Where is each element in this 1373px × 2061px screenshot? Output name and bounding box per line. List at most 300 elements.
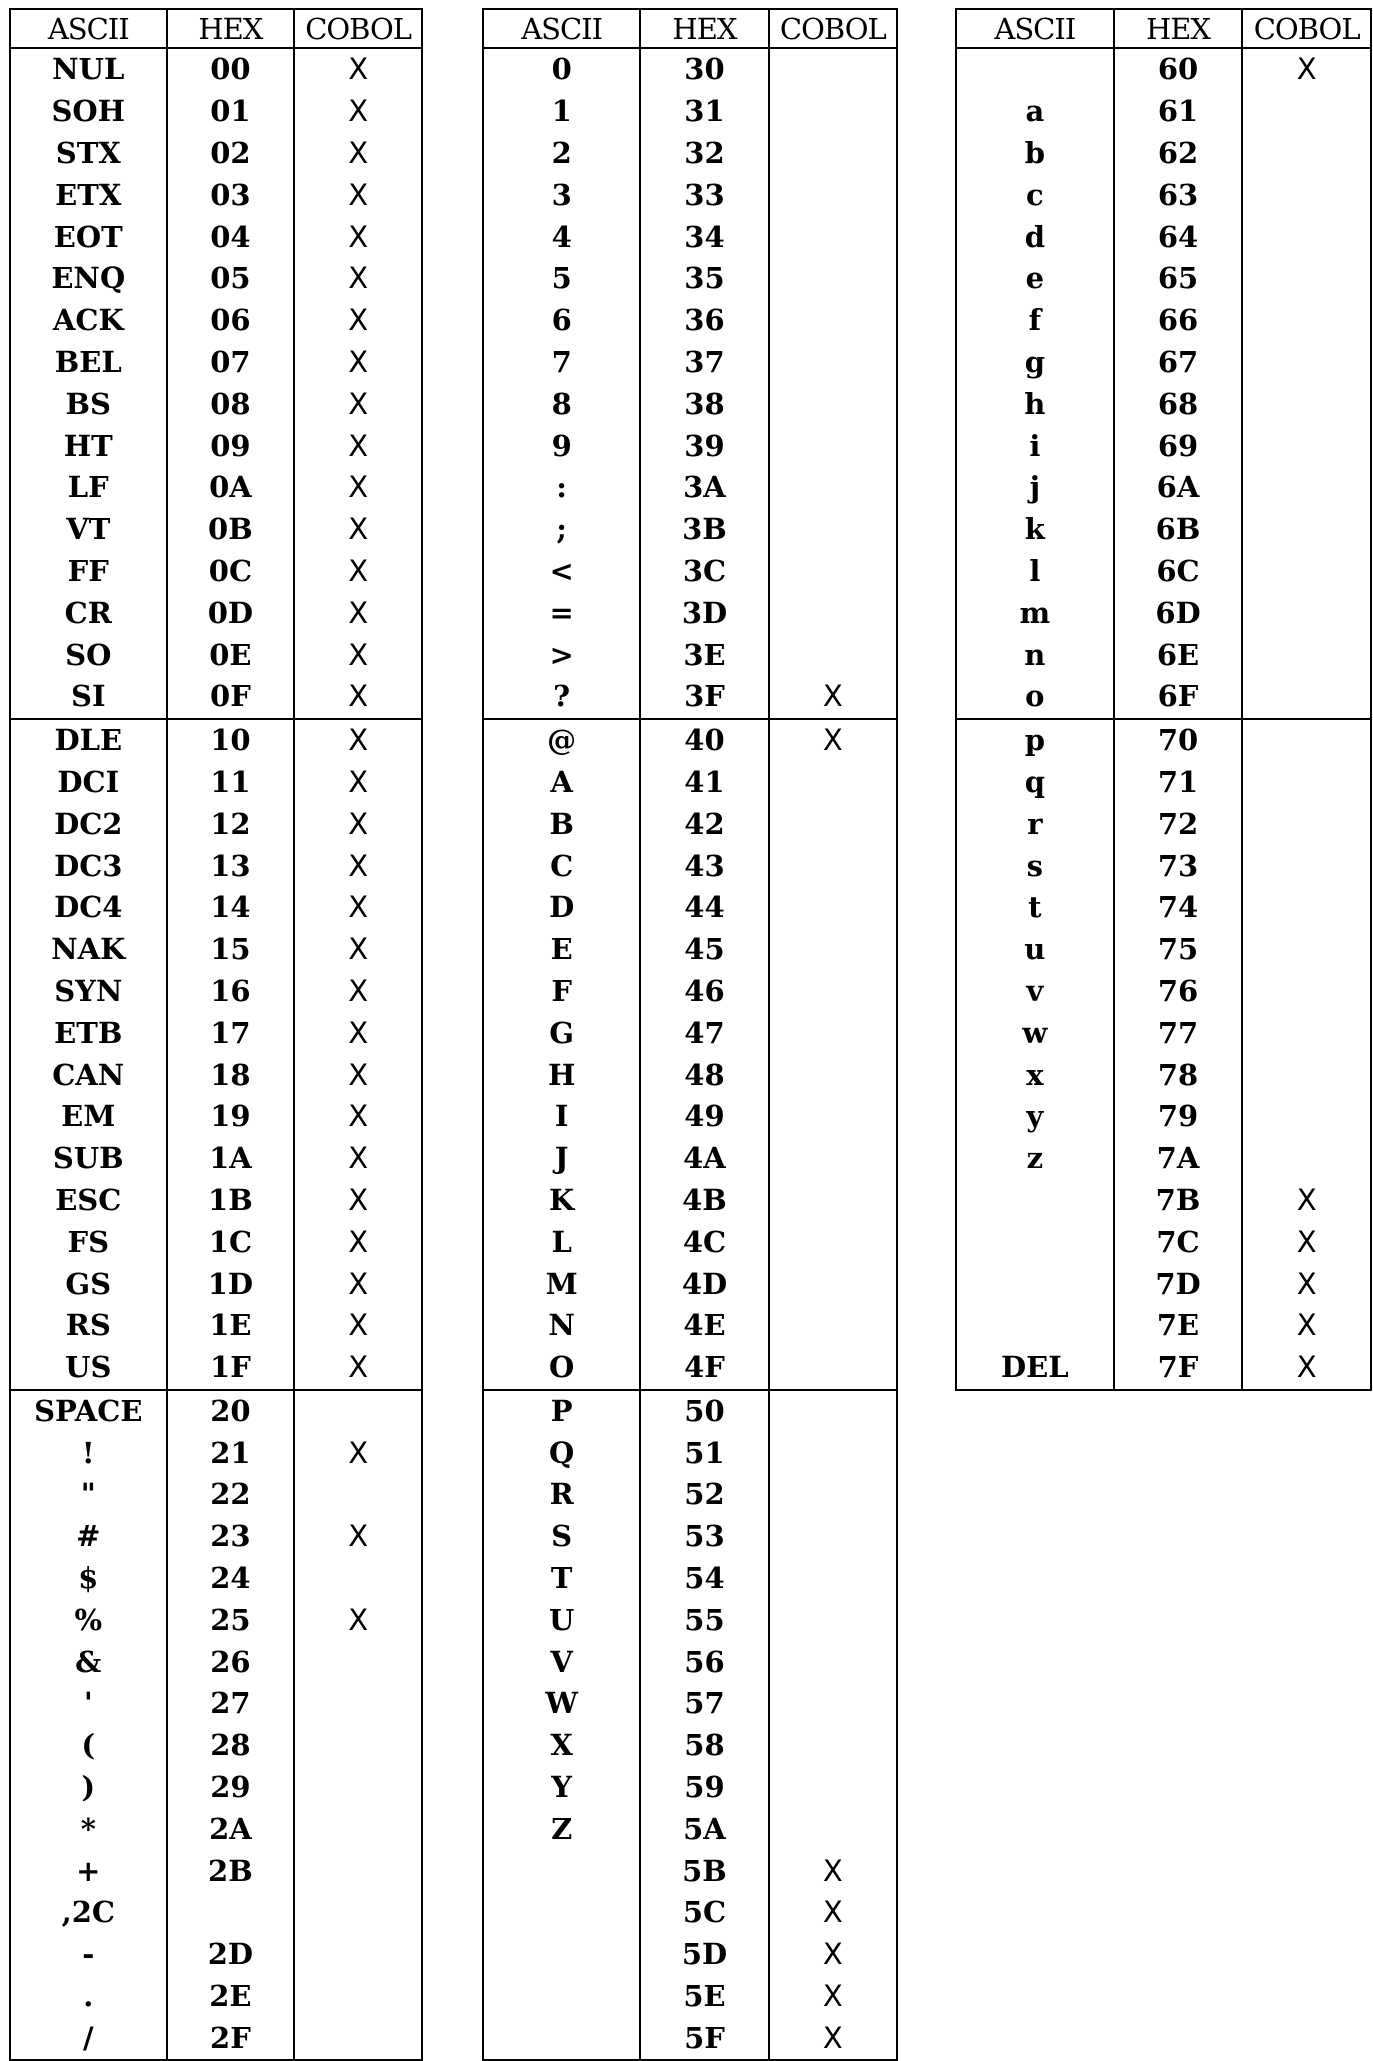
ascii-cell: -: [10, 1934, 167, 1976]
ascii-cell: a: [956, 91, 1114, 133]
table-row: [10, 342, 422, 384]
hex-column-header: HEX: [167, 9, 295, 48]
table-row: [10, 1641, 422, 1683]
table-row: [483, 1096, 897, 1138]
hex-cell: 2F: [167, 2017, 295, 2060]
table-row: [483, 803, 897, 845]
table-body: [10, 48, 422, 2060]
hex-cell: 57: [640, 1683, 768, 1725]
cobol-cell: X: [294, 845, 422, 887]
table-row: [483, 1221, 897, 1263]
ascii-cell: SPACE: [10, 1390, 167, 1433]
ascii-cell: L: [483, 1221, 640, 1263]
table-row: [956, 803, 1371, 845]
table-row: [10, 258, 422, 300]
ascii-cell: E: [483, 929, 640, 971]
table-row: [483, 1892, 897, 1934]
hex-cell: 42: [640, 803, 768, 845]
hex-cell: 39: [640, 425, 768, 467]
table-row: [483, 1725, 897, 1767]
cobol-cell: [294, 1683, 422, 1725]
ascii-cell: [483, 2017, 640, 2060]
ascii-cell: DC3: [10, 845, 167, 887]
hex-cell: 3F: [640, 676, 768, 719]
table-row: [10, 1558, 422, 1600]
table-row: [10, 887, 422, 929]
cobol-cell: [769, 383, 897, 425]
ascii-cell: [956, 1305, 1114, 1347]
ascii-cell: ?: [483, 676, 640, 719]
cobol-cell: X: [769, 1892, 897, 1934]
cobol-cell: [769, 1641, 897, 1683]
hex-cell: 2E: [167, 1976, 295, 2018]
table-row: [483, 845, 897, 887]
hex-cell: 61: [1114, 91, 1243, 133]
ascii-cell: W: [483, 1683, 640, 1725]
ascii-cell: w: [956, 1012, 1114, 1054]
hex-cell: 4F: [640, 1347, 768, 1390]
hex-cell: 60: [1114, 48, 1243, 91]
hex-cell: 7E: [1114, 1305, 1243, 1347]
hex-cell: 19: [167, 1096, 295, 1138]
hex-cell: 5A: [640, 1808, 768, 1850]
table-row: [483, 1683, 897, 1725]
cobol-cell: X: [294, 803, 422, 845]
ascii-cell: ACK: [10, 300, 167, 342]
cobol-cell: [769, 425, 897, 467]
hex-cell: 7A: [1114, 1138, 1243, 1180]
table-row: [956, 551, 1371, 593]
table-row: [10, 1516, 422, 1558]
table-row: [956, 383, 1371, 425]
ascii-cell: EM: [10, 1096, 167, 1138]
table-row: [483, 887, 897, 929]
cobol-cell: [1242, 592, 1371, 634]
ascii-cell: SYN: [10, 971, 167, 1013]
hex-cell: 70: [1114, 719, 1243, 762]
cobol-cell: X: [294, 300, 422, 342]
ascii-column-header: ASCII: [483, 9, 640, 48]
table-row: [10, 1808, 422, 1850]
cobol-cell: X: [294, 1263, 422, 1305]
hex-cell: 17: [167, 1012, 295, 1054]
ascii-cell: k: [956, 509, 1114, 551]
cobol-cell: [1242, 342, 1371, 384]
hex-cell: 5E: [640, 1976, 768, 2018]
table-row: [483, 762, 897, 804]
table-row: [956, 509, 1371, 551]
table-row: [10, 1432, 422, 1474]
hex-cell: 12: [167, 803, 295, 845]
table-row: [10, 300, 422, 342]
table-row: [10, 1599, 422, 1641]
hex-cell: 20: [167, 1390, 295, 1433]
cobol-cell: [1242, 719, 1371, 762]
ascii-cell: r: [956, 803, 1114, 845]
hex-cell: 0B: [167, 509, 295, 551]
table-row: [956, 342, 1371, 384]
ascii-cell: [956, 1180, 1114, 1222]
hex-cell: 31: [640, 91, 768, 133]
cobol-cell: [769, 1599, 897, 1641]
cobol-cell: [1242, 300, 1371, 342]
cobol-cell: [1242, 803, 1371, 845]
cobol-cell: [294, 1976, 422, 2018]
ascii-cell: p: [956, 719, 1114, 762]
cobol-cell: [769, 174, 897, 216]
ascii-cell: M: [483, 1263, 640, 1305]
hex-cell: 53: [640, 1516, 768, 1558]
hex-cell: 68: [1114, 383, 1243, 425]
ascii-cell: >: [483, 634, 640, 676]
ascii-cell: BEL: [10, 342, 167, 384]
cobol-cell: X: [294, 592, 422, 634]
cobol-column-header: COBOL: [769, 9, 897, 48]
cobol-cell: X: [769, 676, 897, 719]
table-row: [483, 1305, 897, 1347]
table-row: [10, 1725, 422, 1767]
hex-cell: 0F: [167, 676, 295, 719]
cobol-cell: [769, 1808, 897, 1850]
hex-cell: 1E: [167, 1305, 295, 1347]
table-row: [483, 1474, 897, 1516]
hex-cell: 76: [1114, 971, 1243, 1013]
ascii-cell: HT: [10, 425, 167, 467]
cobol-cell: X: [294, 1180, 422, 1222]
hex-cell: 4B: [640, 1180, 768, 1222]
cobol-cell: [769, 1390, 897, 1433]
hex-cell: 43: [640, 845, 768, 887]
table-row: [483, 300, 897, 342]
ascii-cell: DC2: [10, 803, 167, 845]
ascii-cell: 0: [483, 48, 640, 91]
table-row: [10, 48, 422, 91]
table-row: [10, 551, 422, 593]
cobol-cell: [1242, 258, 1371, 300]
ascii-column-header: ASCII: [10, 9, 167, 48]
ascii-cell: A: [483, 762, 640, 804]
hex-cell: 1F: [167, 1347, 295, 1390]
ascii-cell: [483, 1892, 640, 1934]
table-row: [10, 467, 422, 509]
cobol-cell: [769, 216, 897, 258]
hex-cell: 02: [167, 133, 295, 175]
hex-cell: 79: [1114, 1096, 1243, 1138]
table-row: [483, 1138, 897, 1180]
hex-cell: 4D: [640, 1263, 768, 1305]
table-header-row: [483, 9, 897, 48]
cobol-cell: [769, 467, 897, 509]
hex-cell: 05: [167, 258, 295, 300]
cobol-cell: X: [294, 342, 422, 384]
ascii-cell: R: [483, 1474, 640, 1516]
cobol-cell: [769, 509, 897, 551]
table-row: [956, 971, 1371, 1013]
table-row: [956, 845, 1371, 887]
hex-cell: 38: [640, 383, 768, 425]
table-row: [483, 174, 897, 216]
cobol-cell: [769, 887, 897, 929]
ascii-cell: e: [956, 258, 1114, 300]
hex-cell: 3A: [640, 467, 768, 509]
table-row: [956, 1263, 1371, 1305]
ascii-table-column-2: [482, 8, 898, 2061]
hex-cell: 6A: [1114, 467, 1243, 509]
cobol-cell: [1242, 887, 1371, 929]
cobol-cell: [769, 845, 897, 887]
table-row: [10, 1347, 422, 1390]
table-row: [10, 1054, 422, 1096]
table-row: [956, 1221, 1371, 1263]
table-row: [483, 1263, 897, 1305]
hex-cell: 1B: [167, 1180, 295, 1222]
cobol-cell: X: [294, 258, 422, 300]
cobol-cell: [769, 1725, 897, 1767]
cobol-cell: [1242, 845, 1371, 887]
hex-cell: 03: [167, 174, 295, 216]
table-row: [956, 133, 1371, 175]
cobol-cell: X: [294, 1516, 422, 1558]
table-header-row: [956, 9, 1371, 48]
ascii-cell: H: [483, 1054, 640, 1096]
ascii-cell: [483, 1934, 640, 1976]
cobol-cell: [1242, 1012, 1371, 1054]
table-row: [956, 467, 1371, 509]
cobol-cell: X: [294, 1599, 422, 1641]
cobol-cell: [1242, 467, 1371, 509]
table-row: [10, 1305, 422, 1347]
ascii-cell: <: [483, 551, 640, 593]
ascii-cell: [483, 1976, 640, 2018]
table-row: [956, 676, 1371, 719]
cobol-cell: [1242, 133, 1371, 175]
cobol-cell: [769, 133, 897, 175]
ascii-cell: f: [956, 300, 1114, 342]
hex-cell: 0C: [167, 551, 295, 593]
hex-cell: 36: [640, 300, 768, 342]
cobol-cell: [1242, 1096, 1371, 1138]
table-row: [10, 971, 422, 1013]
table-row: [483, 592, 897, 634]
table-row: [483, 1767, 897, 1809]
ascii-cell: l: [956, 551, 1114, 593]
ascii-cell: S: [483, 1516, 640, 1558]
cobol-cell: X: [1242, 1180, 1371, 1222]
ascii-cell: 6: [483, 300, 640, 342]
hex-cell: 69: [1114, 425, 1243, 467]
ascii-cell: LF: [10, 467, 167, 509]
cobol-cell: X: [769, 1934, 897, 1976]
hex-column-header: HEX: [640, 9, 768, 48]
ascii-cell: 2: [483, 133, 640, 175]
hex-cell: 10: [167, 719, 295, 762]
hex-cell: 78: [1114, 1054, 1243, 1096]
hex-cell: 54: [640, 1558, 768, 1600]
table-row: [483, 1599, 897, 1641]
cobol-cell: [769, 91, 897, 133]
cobol-cell: [769, 258, 897, 300]
ascii-cell: J: [483, 1138, 640, 1180]
hex-cell: 2A: [167, 1808, 295, 1850]
hex-cell: [167, 1892, 295, 1934]
table-row: [483, 1012, 897, 1054]
ascii-cell: j: [956, 467, 1114, 509]
cobol-cell: X: [294, 1012, 422, 1054]
cobol-cell: [1242, 1138, 1371, 1180]
ascii-cell: x: [956, 1054, 1114, 1096]
ascii-cell: D: [483, 887, 640, 929]
table-row: [483, 971, 897, 1013]
ascii-cell: #: [10, 1516, 167, 1558]
ascii-cell: ,2C: [10, 1892, 167, 1934]
ascii-cell: *: [10, 1808, 167, 1850]
table-row: [956, 929, 1371, 971]
ascii-cell: 1: [483, 91, 640, 133]
ascii-cell: C: [483, 845, 640, 887]
cobol-cell: [769, 592, 897, 634]
hex-cell: 75: [1114, 929, 1243, 971]
cobol-cell: X: [1242, 1305, 1371, 1347]
hex-cell: 08: [167, 383, 295, 425]
hex-cell: 06: [167, 300, 295, 342]
hex-cell: 77: [1114, 1012, 1243, 1054]
table-row: [10, 1221, 422, 1263]
table-row: [483, 551, 897, 593]
table-row: [956, 1180, 1371, 1222]
hex-cell: 6E: [1114, 634, 1243, 676]
table-row: [483, 1180, 897, 1222]
hex-cell: 11: [167, 762, 295, 804]
cobol-cell: [1242, 634, 1371, 676]
table-row: [483, 1432, 897, 1474]
cobol-cell: [294, 1808, 422, 1850]
ascii-cell: =: [483, 592, 640, 634]
cobol-cell: X: [1242, 48, 1371, 91]
hex-cell: 3C: [640, 551, 768, 593]
cobol-cell: X: [294, 1096, 422, 1138]
table-row: [483, 1976, 897, 2018]
cobol-cell: X: [294, 1138, 422, 1180]
hex-cell: 51: [640, 1432, 768, 1474]
hex-cell: 21: [167, 1432, 295, 1474]
hex-cell: 5C: [640, 1892, 768, 1934]
cobol-cell: [769, 342, 897, 384]
table-row: [956, 592, 1371, 634]
cobol-cell: X: [294, 1054, 422, 1096]
ascii-cell: FF: [10, 551, 167, 593]
ascii-cell: 9: [483, 425, 640, 467]
ascii-cell: c: [956, 174, 1114, 216]
hex-cell: 0E: [167, 634, 295, 676]
ascii-cell: :: [483, 467, 640, 509]
cobol-cell: [1242, 551, 1371, 593]
cobol-cell: [294, 1390, 422, 1433]
hex-cell: 26: [167, 1641, 295, 1683]
table-row: [10, 174, 422, 216]
cobol-cell: X: [294, 929, 422, 971]
table-row: [10, 1138, 422, 1180]
ascii-cell: NAK: [10, 929, 167, 971]
cobol-cell: [769, 551, 897, 593]
hex-cell: 62: [1114, 133, 1243, 175]
ascii-cell: .: [10, 1976, 167, 2018]
ascii-cell: z: [956, 1138, 1114, 1180]
cobol-cell: [769, 1474, 897, 1516]
ascii-cell: b: [956, 133, 1114, 175]
table-row: [956, 48, 1371, 91]
ascii-cell: ': [10, 1683, 167, 1725]
table-row: [10, 845, 422, 887]
hex-cell: 59: [640, 1767, 768, 1809]
table-row: [10, 1012, 422, 1054]
hex-cell: 7C: [1114, 1221, 1243, 1263]
cobol-cell: X: [294, 383, 422, 425]
hex-cell: 73: [1114, 845, 1243, 887]
cobol-cell: [769, 1221, 897, 1263]
ascii-cell: NUL: [10, 48, 167, 91]
cobol-cell: [1242, 971, 1371, 1013]
cobol-cell: X: [294, 551, 422, 593]
table-row: [483, 216, 897, 258]
cobol-cell: X: [294, 133, 422, 175]
ascii-cell: %: [10, 1599, 167, 1641]
ascii-cell: n: [956, 634, 1114, 676]
cobol-cell: [294, 1934, 422, 1976]
table-row: [483, 1934, 897, 1976]
cobol-cell: [1242, 676, 1371, 719]
cobol-cell: X: [294, 762, 422, 804]
table-row: [956, 719, 1371, 762]
ascii-cell: SOH: [10, 91, 167, 133]
table-row: [10, 1180, 422, 1222]
ascii-cell: $: [10, 1558, 167, 1600]
table-row: [483, 1054, 897, 1096]
table-row: [483, 425, 897, 467]
ascii-cell: s: [956, 845, 1114, 887]
cobol-column-header: COBOL: [1242, 9, 1371, 48]
table-row: [483, 509, 897, 551]
ascii-cell: G: [483, 1012, 640, 1054]
hex-cell: 7F: [1114, 1347, 1243, 1390]
table-row: [956, 634, 1371, 676]
hex-cell: 3D: [640, 592, 768, 634]
table-row: [483, 1558, 897, 1600]
table-row: [483, 719, 897, 762]
cobol-cell: [1242, 762, 1371, 804]
cobol-cell: [769, 1263, 897, 1305]
table-row: [10, 676, 422, 719]
ascii-cell: DEL: [956, 1347, 1114, 1390]
ascii-cell: X: [483, 1725, 640, 1767]
hex-cell: 4C: [640, 1221, 768, 1263]
table-row: [483, 1808, 897, 1850]
cobol-cell: X: [294, 91, 422, 133]
ascii-cell: CR: [10, 592, 167, 634]
table-row: [10, 1976, 422, 2018]
table-row: [10, 1096, 422, 1138]
table-row: [956, 887, 1371, 929]
table-row: [10, 2017, 422, 2060]
hex-cell: 7D: [1114, 1263, 1243, 1305]
table-row: [956, 91, 1371, 133]
table-row: [956, 258, 1371, 300]
ascii-cell: h: [956, 383, 1114, 425]
hex-cell: 41: [640, 762, 768, 804]
hex-cell: 33: [640, 174, 768, 216]
table-row: [483, 342, 897, 384]
cobol-cell: X: [1242, 1221, 1371, 1263]
hex-cell: 5B: [640, 1850, 768, 1892]
